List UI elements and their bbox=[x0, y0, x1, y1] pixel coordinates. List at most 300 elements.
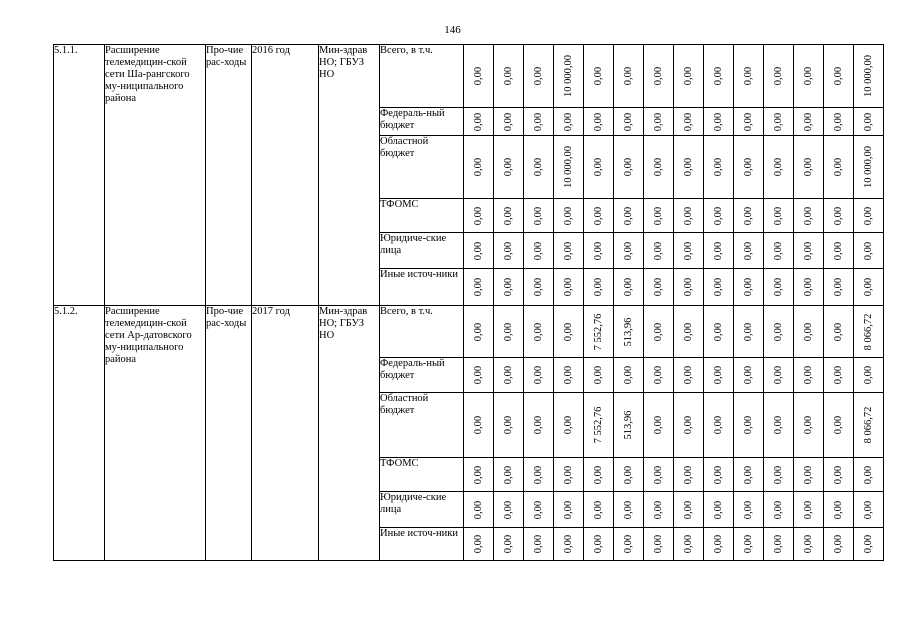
value-cell bbox=[674, 108, 704, 136]
value-cell bbox=[824, 269, 854, 306]
value-text: 0,00 bbox=[712, 465, 724, 484]
value-text: 0,00 bbox=[802, 500, 814, 519]
item-code: 5.1.2. bbox=[54, 306, 105, 561]
value-text: 0,00 bbox=[592, 206, 604, 225]
value-cell bbox=[734, 358, 764, 393]
funding-source: Федераль-ный бюджет bbox=[380, 108, 464, 136]
value-text: 0,00 bbox=[502, 241, 514, 260]
value-text: 0,00 bbox=[772, 322, 784, 341]
value-cell bbox=[824, 306, 854, 358]
value-cell bbox=[854, 458, 884, 492]
value-text: 0,00 bbox=[592, 112, 604, 131]
value-text: 0,00 bbox=[712, 66, 724, 86]
value-text: 10 000,00 bbox=[562, 55, 574, 97]
value-cell bbox=[794, 528, 824, 561]
value-cell bbox=[764, 199, 794, 233]
value-text: 0,00 bbox=[562, 322, 574, 341]
value-text: 0,00 bbox=[562, 465, 574, 484]
value-cell bbox=[674, 199, 704, 233]
value-text: 0,00 bbox=[832, 534, 844, 554]
value-text: 0,00 bbox=[682, 500, 694, 519]
value-text: 0,00 bbox=[682, 365, 694, 385]
value-cell bbox=[794, 492, 824, 528]
value-text: 0,00 bbox=[832, 157, 844, 177]
value-cell bbox=[764, 458, 794, 492]
value-cell bbox=[794, 199, 824, 233]
value-text: 0,00 bbox=[802, 465, 814, 484]
value-cell bbox=[644, 269, 674, 306]
value-cell bbox=[524, 492, 554, 528]
value-cell bbox=[524, 269, 554, 306]
value-cell bbox=[854, 269, 884, 306]
value-cell bbox=[764, 306, 794, 358]
value-text: 0,00 bbox=[652, 112, 664, 131]
value-cell bbox=[824, 233, 854, 269]
value-text: 0,00 bbox=[622, 66, 634, 86]
value-cell bbox=[854, 492, 884, 528]
value-cell bbox=[824, 492, 854, 528]
value-text: 0,00 bbox=[682, 277, 694, 297]
value-text: 0,00 bbox=[532, 534, 544, 554]
value-text: 0,00 bbox=[832, 500, 844, 519]
value-cell bbox=[464, 108, 494, 136]
value-text: 0,00 bbox=[802, 534, 814, 554]
value-cell bbox=[554, 393, 584, 458]
value-cell bbox=[854, 393, 884, 458]
value-text: 0,00 bbox=[532, 206, 544, 225]
value-text: 0,00 bbox=[652, 500, 664, 519]
value-cell bbox=[764, 269, 794, 306]
value-cell bbox=[644, 45, 674, 108]
value-text: 0,00 bbox=[472, 277, 484, 297]
value-text: 0,00 bbox=[712, 277, 724, 297]
value-text: 0,00 bbox=[742, 500, 754, 519]
funding-source: Областной бюджет bbox=[380, 136, 464, 199]
value-text: 0,00 bbox=[472, 157, 484, 177]
value-cell bbox=[524, 306, 554, 358]
value-cell bbox=[584, 136, 614, 199]
value-cell bbox=[584, 492, 614, 528]
value-cell bbox=[644, 306, 674, 358]
value-cell bbox=[584, 199, 614, 233]
value-text: 0,00 bbox=[652, 322, 664, 341]
value-text: 0,00 bbox=[832, 277, 844, 297]
value-cell bbox=[824, 458, 854, 492]
value-cell bbox=[704, 233, 734, 269]
value-text: 0,00 bbox=[622, 465, 634, 484]
value-text: 0,00 bbox=[832, 66, 844, 86]
value-text: 0,00 bbox=[592, 277, 604, 297]
value-cell bbox=[584, 358, 614, 393]
funding-source: Юридиче-ские лица bbox=[380, 492, 464, 528]
value-text: 0,00 bbox=[472, 365, 484, 385]
value-text: 0,00 bbox=[772, 206, 784, 225]
value-text: 0,00 bbox=[562, 241, 574, 260]
value-cell bbox=[794, 306, 824, 358]
value-text: 0,00 bbox=[832, 206, 844, 225]
value-cell bbox=[554, 233, 584, 269]
value-cell bbox=[644, 528, 674, 561]
value-text: 0,00 bbox=[772, 465, 784, 484]
value-cell bbox=[494, 393, 524, 458]
value-cell bbox=[734, 233, 764, 269]
value-text: 8 066,72 bbox=[862, 406, 874, 444]
value-cell bbox=[674, 45, 704, 108]
value-text: 0,00 bbox=[682, 112, 694, 131]
value-cell bbox=[524, 45, 554, 108]
value-text: 0,00 bbox=[802, 365, 814, 385]
value-cell bbox=[794, 269, 824, 306]
expense-type: Про-чие рас-ходы bbox=[206, 45, 252, 306]
value-text: 0,00 bbox=[682, 241, 694, 260]
value-cell bbox=[614, 108, 644, 136]
value-text: 0,00 bbox=[532, 322, 544, 341]
value-cell bbox=[794, 358, 824, 393]
value-text: 0,00 bbox=[802, 157, 814, 177]
value-cell bbox=[704, 108, 734, 136]
budget-table bbox=[53, 44, 884, 561]
value-text: 7 552,76 bbox=[592, 313, 604, 350]
value-cell bbox=[464, 199, 494, 233]
value-cell bbox=[494, 528, 524, 561]
value-cell bbox=[584, 458, 614, 492]
value-text: 0,00 bbox=[622, 206, 634, 225]
value-text: 0,00 bbox=[862, 465, 874, 484]
value-cell bbox=[824, 45, 854, 108]
value-cell bbox=[554, 199, 584, 233]
value-cell bbox=[524, 233, 554, 269]
funding-source: Всего, в т.ч. bbox=[380, 45, 464, 108]
value-text: 513,96 bbox=[622, 317, 634, 346]
value-text: 0,00 bbox=[592, 465, 604, 484]
value-text: 0,00 bbox=[532, 157, 544, 177]
value-text: 0,00 bbox=[772, 415, 784, 435]
value-text: 0,00 bbox=[742, 66, 754, 86]
funding-source: ТФОМС bbox=[380, 458, 464, 492]
value-text: 0,00 bbox=[502, 500, 514, 519]
value-text: 0,00 bbox=[532, 415, 544, 435]
value-cell bbox=[734, 136, 764, 199]
value-text: 0,00 bbox=[592, 157, 604, 177]
value-cell bbox=[554, 358, 584, 393]
value-text: 0,00 bbox=[502, 415, 514, 435]
value-text: 0,00 bbox=[802, 415, 814, 435]
value-text: 0,00 bbox=[832, 365, 844, 385]
value-cell bbox=[704, 45, 734, 108]
value-text: 0,00 bbox=[652, 465, 664, 484]
value-cell bbox=[494, 269, 524, 306]
value-cell bbox=[524, 358, 554, 393]
value-text: 0,00 bbox=[592, 534, 604, 554]
value-text: 0,00 bbox=[802, 241, 814, 260]
value-cell bbox=[824, 199, 854, 233]
funding-source: Иные источ-ники bbox=[380, 269, 464, 306]
value-cell bbox=[464, 136, 494, 199]
value-cell bbox=[704, 528, 734, 561]
value-cell bbox=[674, 269, 704, 306]
value-cell bbox=[614, 358, 644, 393]
value-text: 0,00 bbox=[682, 465, 694, 484]
value-text: 0,00 bbox=[772, 277, 784, 297]
value-text: 0,00 bbox=[472, 465, 484, 484]
value-text: 0,00 bbox=[802, 206, 814, 225]
value-cell bbox=[614, 136, 644, 199]
value-text: 0,00 bbox=[712, 365, 724, 385]
value-text: 0,00 bbox=[862, 112, 874, 131]
period: 2017 год bbox=[252, 306, 319, 561]
value-cell bbox=[734, 393, 764, 458]
value-cell bbox=[524, 136, 554, 199]
value-text: 0,00 bbox=[712, 322, 724, 341]
value-cell bbox=[704, 492, 734, 528]
value-text: 0,00 bbox=[802, 112, 814, 131]
value-text: 0,00 bbox=[472, 241, 484, 260]
value-cell bbox=[764, 108, 794, 136]
value-text: 0,00 bbox=[562, 112, 574, 131]
value-cell bbox=[554, 492, 584, 528]
value-cell bbox=[824, 136, 854, 199]
value-cell bbox=[794, 108, 824, 136]
value-cell bbox=[554, 136, 584, 199]
item-title: Расширение телемедицин-ской сети Ар-датовского му-ниципального района bbox=[105, 306, 206, 561]
value-cell bbox=[734, 528, 764, 561]
value-cell bbox=[824, 393, 854, 458]
value-text: 0,00 bbox=[772, 365, 784, 385]
value-cell bbox=[824, 358, 854, 393]
value-text: 0,00 bbox=[472, 206, 484, 225]
value-cell bbox=[554, 458, 584, 492]
value-cell bbox=[464, 393, 494, 458]
value-cell bbox=[524, 393, 554, 458]
value-cell bbox=[644, 108, 674, 136]
value-cell bbox=[674, 492, 704, 528]
value-cell bbox=[614, 458, 644, 492]
value-cell bbox=[584, 233, 614, 269]
value-text: 0,00 bbox=[532, 465, 544, 484]
value-text: 0,00 bbox=[862, 206, 874, 225]
value-cell bbox=[524, 199, 554, 233]
value-text: 0,00 bbox=[472, 415, 484, 435]
value-text: 0,00 bbox=[832, 465, 844, 484]
value-cell bbox=[734, 269, 764, 306]
value-text: 10 000,00 bbox=[862, 55, 874, 97]
value-cell bbox=[614, 199, 644, 233]
funding-source: Федераль-ный бюджет bbox=[380, 358, 464, 393]
value-text: 0,00 bbox=[592, 66, 604, 86]
value-text: 0,00 bbox=[682, 322, 694, 341]
value-text: 0,00 bbox=[712, 241, 724, 260]
value-text: 0,00 bbox=[742, 157, 754, 177]
value-text: 0,00 bbox=[682, 415, 694, 435]
value-cell bbox=[734, 199, 764, 233]
value-text: 0,00 bbox=[532, 277, 544, 297]
value-text: 0,00 bbox=[532, 112, 544, 131]
value-text: 0,00 bbox=[742, 241, 754, 260]
value-text: 0,00 bbox=[502, 112, 514, 131]
value-cell bbox=[554, 306, 584, 358]
value-text: 0,00 bbox=[502, 277, 514, 297]
value-text: 0,00 bbox=[562, 206, 574, 225]
value-cell bbox=[644, 233, 674, 269]
value-cell bbox=[524, 528, 554, 561]
value-cell bbox=[644, 358, 674, 393]
value-text: 0,00 bbox=[622, 157, 634, 177]
value-cell bbox=[674, 233, 704, 269]
funding-source: Иные источ-ники bbox=[380, 528, 464, 561]
value-text: 0,00 bbox=[502, 365, 514, 385]
value-text: 513,96 bbox=[622, 410, 634, 440]
value-cell bbox=[764, 492, 794, 528]
value-cell bbox=[494, 199, 524, 233]
value-text: 0,00 bbox=[532, 500, 544, 519]
value-cell bbox=[464, 306, 494, 358]
value-text: 7 552,76 bbox=[592, 406, 604, 444]
value-text: 0,00 bbox=[652, 157, 664, 177]
value-text: 0,00 bbox=[502, 206, 514, 225]
value-cell bbox=[794, 233, 824, 269]
value-cell bbox=[704, 358, 734, 393]
value-cell bbox=[554, 528, 584, 561]
value-cell bbox=[794, 136, 824, 199]
value-cell bbox=[824, 108, 854, 136]
value-text: 0,00 bbox=[712, 415, 724, 435]
value-cell bbox=[704, 136, 734, 199]
value-cell bbox=[614, 45, 644, 108]
value-text: 0,00 bbox=[772, 157, 784, 177]
value-cell bbox=[494, 358, 524, 393]
funding-source: Всего, в т.ч. bbox=[380, 306, 464, 358]
value-cell bbox=[554, 269, 584, 306]
value-text: 0,00 bbox=[562, 500, 574, 519]
value-cell bbox=[464, 528, 494, 561]
value-cell bbox=[584, 269, 614, 306]
value-text: 0,00 bbox=[862, 277, 874, 297]
value-cell bbox=[524, 458, 554, 492]
value-text: 0,00 bbox=[532, 241, 544, 260]
value-text: 0,00 bbox=[802, 66, 814, 86]
value-cell bbox=[584, 45, 614, 108]
value-text: 0,00 bbox=[682, 206, 694, 225]
value-cell bbox=[734, 458, 764, 492]
value-cell bbox=[464, 233, 494, 269]
value-cell bbox=[704, 458, 734, 492]
value-text: 0,00 bbox=[682, 157, 694, 177]
value-text: 0,00 bbox=[742, 112, 754, 131]
value-cell bbox=[614, 393, 644, 458]
value-text: 0,00 bbox=[802, 322, 814, 341]
value-text: 8 066,72 bbox=[862, 313, 874, 350]
value-cell bbox=[824, 528, 854, 561]
value-cell bbox=[674, 393, 704, 458]
value-cell bbox=[674, 136, 704, 199]
value-cell bbox=[494, 233, 524, 269]
value-text: 0,00 bbox=[682, 66, 694, 86]
item-code: 5.1.1. bbox=[54, 45, 105, 306]
value-text: 0,00 bbox=[652, 241, 664, 260]
value-cell bbox=[464, 269, 494, 306]
value-cell bbox=[734, 306, 764, 358]
value-cell bbox=[764, 393, 794, 458]
table-row bbox=[54, 45, 884, 108]
value-cell bbox=[494, 45, 524, 108]
value-text: 0,00 bbox=[622, 241, 634, 260]
value-cell bbox=[584, 108, 614, 136]
value-cell bbox=[584, 393, 614, 458]
value-text: 0,00 bbox=[502, 322, 514, 341]
value-text: 0,00 bbox=[532, 365, 544, 385]
value-cell bbox=[704, 269, 734, 306]
value-text: 0,00 bbox=[832, 415, 844, 435]
value-text: 0,00 bbox=[622, 277, 634, 297]
value-text: 0,00 bbox=[742, 365, 754, 385]
value-cell bbox=[644, 199, 674, 233]
value-cell bbox=[854, 306, 884, 358]
value-text: 0,00 bbox=[562, 534, 574, 554]
value-cell bbox=[794, 393, 824, 458]
value-text: 0,00 bbox=[772, 241, 784, 260]
value-text: 0,00 bbox=[772, 66, 784, 86]
value-text: 0,00 bbox=[862, 241, 874, 260]
value-text: 0,00 bbox=[472, 66, 484, 86]
executor: Мин-здрав НО; ГБУЗ НО bbox=[319, 45, 380, 306]
value-text: 0,00 bbox=[712, 534, 724, 554]
value-text: 0,00 bbox=[742, 206, 754, 225]
period: 2016 год bbox=[252, 45, 319, 306]
value-cell bbox=[464, 358, 494, 393]
value-cell bbox=[614, 492, 644, 528]
value-cell bbox=[764, 358, 794, 393]
executor: Мин-здрав НО; ГБУЗ НО bbox=[319, 306, 380, 561]
value-cell bbox=[704, 199, 734, 233]
value-cell bbox=[464, 45, 494, 108]
value-cell bbox=[854, 108, 884, 136]
value-text: 0,00 bbox=[562, 277, 574, 297]
value-cell bbox=[674, 306, 704, 358]
value-text: 0,00 bbox=[652, 277, 664, 297]
value-text: 0,00 bbox=[712, 157, 724, 177]
value-cell bbox=[764, 233, 794, 269]
value-text: 0,00 bbox=[532, 66, 544, 86]
value-text: 0,00 bbox=[652, 206, 664, 225]
value-cell bbox=[614, 306, 644, 358]
funding-source: Областной бюджет bbox=[380, 393, 464, 458]
value-cell bbox=[674, 458, 704, 492]
value-text: 10 000,00 bbox=[862, 146, 874, 188]
value-cell bbox=[464, 458, 494, 492]
value-text: 0,00 bbox=[742, 415, 754, 435]
value-cell bbox=[614, 233, 644, 269]
value-text: 0,00 bbox=[652, 66, 664, 86]
value-cell bbox=[554, 108, 584, 136]
value-cell bbox=[734, 492, 764, 528]
value-cell bbox=[854, 233, 884, 269]
value-cell bbox=[794, 45, 824, 108]
value-text: 0,00 bbox=[742, 465, 754, 484]
value-text: 0,00 bbox=[652, 415, 664, 435]
value-text: 0,00 bbox=[832, 241, 844, 260]
value-cell bbox=[734, 45, 764, 108]
value-cell bbox=[494, 458, 524, 492]
value-cell bbox=[854, 528, 884, 561]
value-cell bbox=[704, 393, 734, 458]
value-cell bbox=[764, 136, 794, 199]
value-cell bbox=[764, 45, 794, 108]
value-text: 10 000,00 bbox=[562, 146, 574, 188]
value-text: 0,00 bbox=[472, 534, 484, 554]
value-cell bbox=[734, 108, 764, 136]
value-text: 0,00 bbox=[652, 365, 664, 385]
value-text: 0,00 bbox=[742, 277, 754, 297]
